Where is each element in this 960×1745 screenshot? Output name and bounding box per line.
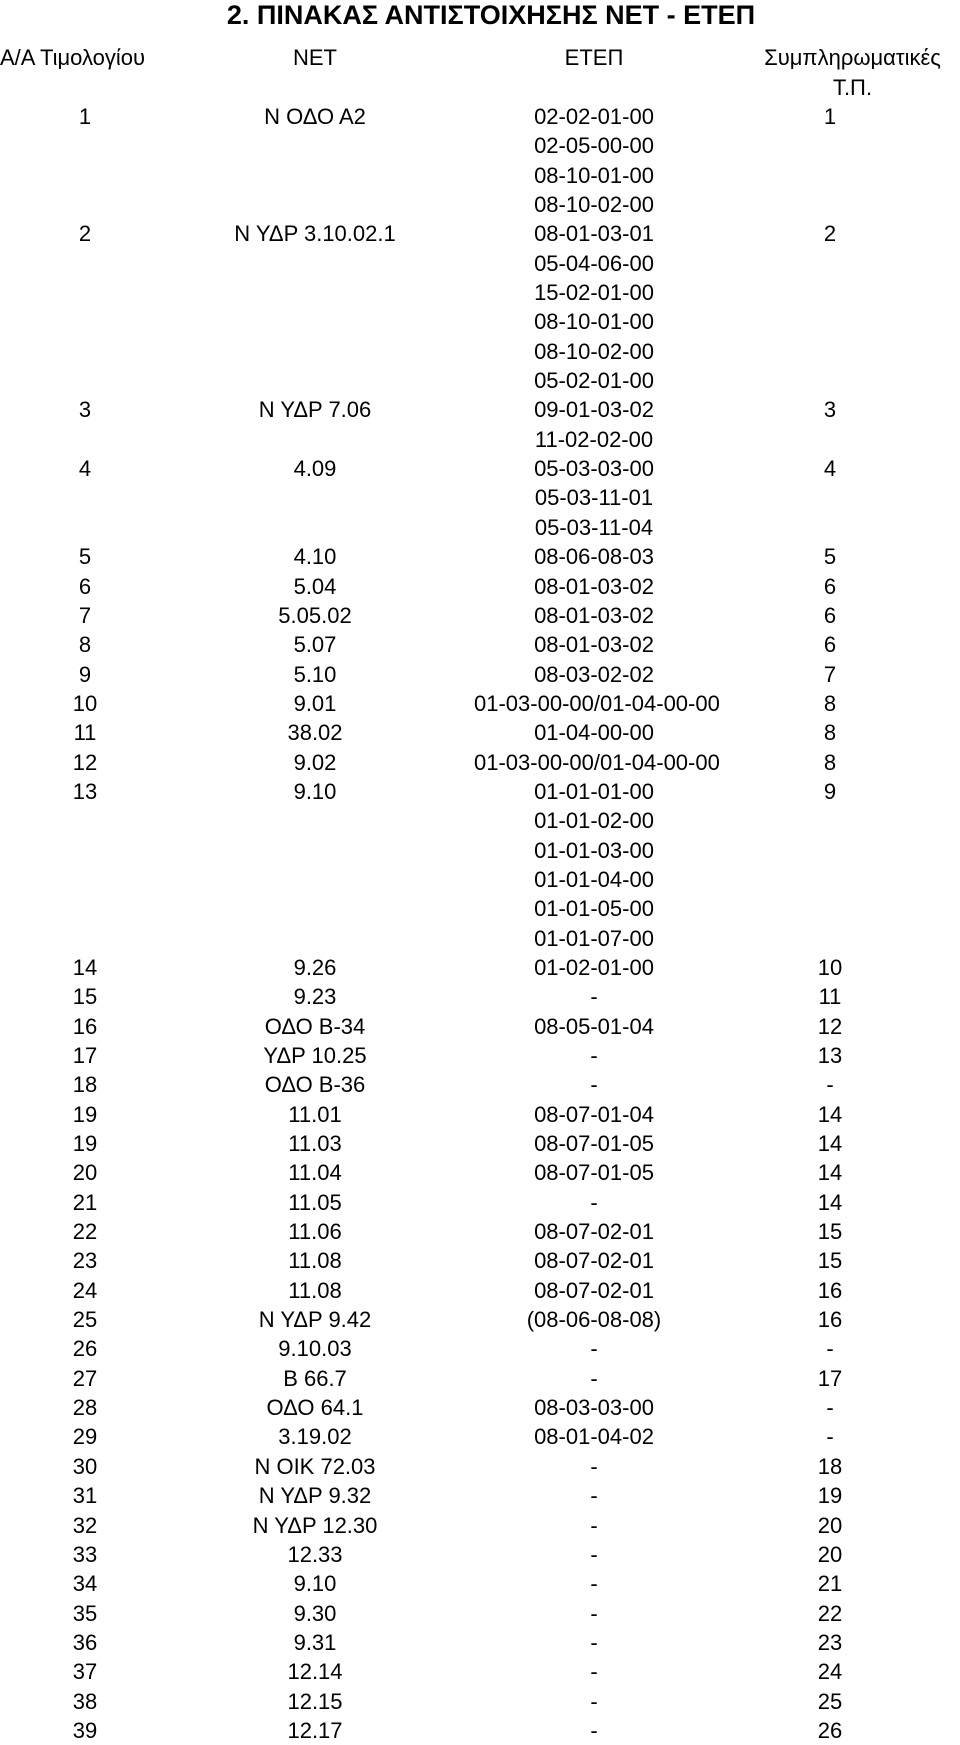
cell-aa: 24 <box>72 1277 98 1303</box>
cell-etep: 08-07-01-05 <box>534 1160 654 1186</box>
cell-etep: 15-02-01-00 <box>534 280 654 306</box>
column-header-supplementary-line1: Συμπληρωματικές <box>764 45 941 70</box>
cell-net: 38.02 <box>287 720 343 746</box>
cell-supplementary: 11 <box>818 984 842 1010</box>
cell-supplementary: 24 <box>817 1659 843 1685</box>
cell-net: ΥΔΡ 10.25 <box>263 1043 367 1068</box>
table-row <box>0 836 960 865</box>
table-row <box>0 1599 960 1628</box>
cell-etep: 05-02-01-00 <box>534 368 654 394</box>
cell-aa: 25 <box>72 1307 98 1333</box>
cell-net: Ν ΥΔΡ 7.06 <box>258 397 372 423</box>
cell-supplementary: 26 <box>817 1717 843 1743</box>
cell-aa: 11 <box>73 720 97 746</box>
cell-net: 11.08 <box>288 1277 342 1303</box>
table-row <box>0 1628 960 1657</box>
cell-etep: - <box>590 1043 598 1068</box>
cell-net: 9.31 <box>293 1629 337 1655</box>
cell-net: 3.19.02 <box>278 1424 352 1450</box>
cell-etep: - <box>590 1717 598 1743</box>
cell-net: 12.15 <box>287 1688 343 1714</box>
cell-etep: - <box>590 1483 598 1509</box>
table-row <box>0 542 960 571</box>
table-row <box>0 1393 960 1422</box>
table-row <box>0 278 960 307</box>
cell-supplementary: 14 <box>817 1131 843 1157</box>
cell-supplementary: 15 <box>817 1248 843 1274</box>
cell-aa: 5 <box>78 544 92 570</box>
table-row <box>0 924 960 953</box>
cell-aa: 4 <box>78 456 92 482</box>
table-row <box>0 425 960 454</box>
cell-etep: - <box>590 1629 598 1655</box>
table-row <box>0 1012 960 1041</box>
cell-supplementary: 18 <box>817 1453 843 1479</box>
table-row <box>0 865 960 894</box>
cell-etep: - <box>590 1072 598 1098</box>
table-row <box>0 1188 960 1217</box>
cell-aa: 30 <box>72 1453 98 1479</box>
table-row <box>0 513 960 542</box>
cell-etep: 01-04-00-00 <box>534 720 654 746</box>
page-title: 2. ΠΙΝΑΚΑΣ ΑΝΤΙΣΤΟΙΧΗΣΗΣ ΝΕΤ - ΕΤΕΠ <box>226 0 756 30</box>
cell-aa: 10 <box>72 690 98 716</box>
cell-aa: 22 <box>72 1219 98 1245</box>
cell-aa: 3 <box>78 397 92 423</box>
table-row <box>0 718 960 747</box>
cell-etep: - <box>590 1453 598 1479</box>
cell-etep: 08-07-02-01 <box>534 1277 654 1303</box>
cell-supplementary: 20 <box>817 1512 843 1538</box>
table-row <box>0 689 960 718</box>
table-row <box>0 1569 960 1598</box>
cell-supplementary: 16 <box>817 1307 843 1333</box>
cell-supplementary: - <box>826 1336 834 1362</box>
cell-etep: - <box>590 1688 598 1714</box>
table-row <box>0 748 960 777</box>
cell-supplementary: 10 <box>817 954 843 980</box>
cell-etep: 01-01-07-00 <box>534 925 654 951</box>
cell-aa: 28 <box>72 1395 98 1421</box>
cell-etep: 01-01-04-00 <box>534 866 654 892</box>
cell-etep: 01-01-03-00 <box>534 837 654 863</box>
column-header-supplementary-line2: Τ.Π. <box>832 75 873 100</box>
cell-aa: 34 <box>72 1571 98 1597</box>
cell-aa: 37 <box>72 1659 98 1685</box>
cell-supplementary: 21 <box>817 1571 843 1597</box>
table-row <box>0 219 960 248</box>
cell-aa: 36 <box>72 1629 98 1655</box>
cell-etep: 08-07-02-01 <box>534 1248 654 1274</box>
cell-aa: 39 <box>72 1717 98 1743</box>
cell-etep: 08-05-01-04 <box>534 1013 654 1039</box>
cell-etep: 09-01-03-02 <box>534 397 654 423</box>
cell-aa: 17 <box>72 1043 98 1068</box>
cell-supplementary: 6 <box>823 573 837 599</box>
cell-net: Ν ΥΔΡ 12.30 <box>252 1512 378 1538</box>
cell-net: 9.23 <box>293 984 337 1010</box>
cell-supplementary: 6 <box>823 602 837 628</box>
cell-aa: 33 <box>72 1541 98 1567</box>
table-row <box>0 1217 960 1246</box>
cell-net: 11.03 <box>288 1131 342 1157</box>
cell-etep: 08-07-01-05 <box>534 1131 654 1157</box>
cell-net: Ν ΟΔΟ Α2 <box>264 104 366 129</box>
cell-net: 9.26 <box>293 954 337 980</box>
cell-supplementary: 16 <box>817 1277 843 1303</box>
table-row <box>0 1657 960 1686</box>
cell-etep: 08-10-01-00 <box>534 162 654 188</box>
cell-aa: 19 <box>72 1101 98 1127</box>
cell-aa: 19 <box>72 1131 98 1157</box>
cell-aa: 12 <box>72 749 98 775</box>
table-row <box>0 601 960 630</box>
table-row <box>0 249 960 278</box>
cell-supplementary: 20 <box>817 1541 843 1567</box>
table-row <box>0 572 960 601</box>
table-row <box>0 1334 960 1363</box>
table-row <box>0 454 960 483</box>
cell-supplementary: 4 <box>823 456 837 482</box>
cell-net: 11.04 <box>288 1160 342 1186</box>
table-row <box>0 190 960 219</box>
cell-aa: 27 <box>72 1365 98 1391</box>
table-body <box>0 102 960 1745</box>
cell-etep: 08-01-03-02 <box>534 573 654 599</box>
table-row <box>0 1716 960 1745</box>
table-row <box>0 1687 960 1716</box>
column-header-etep: ΕΤΕΠ <box>564 45 624 70</box>
cell-aa: 16 <box>72 1013 98 1039</box>
cell-etep: 01-01-01-00 <box>534 778 654 804</box>
table-row <box>0 102 960 131</box>
cell-net: 4.10 <box>293 544 337 570</box>
cell-net: 9.30 <box>293 1600 337 1626</box>
cell-etep: - <box>590 1189 598 1215</box>
cell-etep: - <box>590 984 598 1010</box>
cell-aa: 13 <box>72 778 98 804</box>
cell-net: 12.17 <box>287 1717 343 1743</box>
cell-etep: 11-02-02-00 <box>534 426 654 452</box>
cell-net: 11.06 <box>288 1219 342 1245</box>
cell-aa: 7 <box>78 602 92 628</box>
cell-net: 9.02 <box>293 749 337 775</box>
cell-etep: 08-10-02-00 <box>534 192 654 218</box>
cell-etep: 08-01-03-02 <box>534 602 654 628</box>
cell-net: 12.14 <box>287 1659 343 1685</box>
cell-etep: 08-01-03-01 <box>534 221 654 247</box>
cell-net: Β 66.7 <box>283 1365 347 1391</box>
cell-net: ΟΔΟ Β-34 <box>264 1013 366 1039</box>
cell-supplementary: 14 <box>817 1189 843 1215</box>
cell-net: 5.07 <box>293 632 337 658</box>
table-row <box>0 953 960 982</box>
cell-net: Ν ΥΔΡ 3.10.02.1 <box>234 221 396 247</box>
cell-etep: 05-03-03-00 <box>534 456 654 482</box>
cell-net: 12.33 <box>287 1541 343 1567</box>
column-header-net: ΝΕΤ <box>293 45 337 70</box>
cell-aa: 32 <box>72 1512 98 1538</box>
cell-supplementary: - <box>826 1072 834 1098</box>
table-row <box>0 660 960 689</box>
cell-net: 9.10.03 <box>278 1336 352 1362</box>
cell-aa: 26 <box>72 1336 98 1362</box>
column-header-supplementary <box>745 43 960 103</box>
cell-aa: 29 <box>72 1424 98 1450</box>
cell-etep: 02-05-00-00 <box>534 133 654 159</box>
table-row <box>0 1129 960 1158</box>
cell-supplementary: 8 <box>823 749 837 775</box>
cell-etep: 08-01-04-02 <box>534 1424 654 1450</box>
table-row <box>0 337 960 366</box>
cell-etep: 08-10-02-00 <box>534 338 654 364</box>
cell-net: 4.09 <box>293 456 337 482</box>
table-row <box>0 395 960 424</box>
table-row <box>0 1511 960 1540</box>
cell-net: 9.10 <box>293 778 337 804</box>
cell-etep: 08-07-01-04 <box>534 1101 654 1127</box>
table-row <box>0 483 960 512</box>
cell-etep: 01-01-02-00 <box>534 808 654 834</box>
cell-net: 11.08 <box>288 1248 342 1274</box>
table-row <box>0 1452 960 1481</box>
column-header-aa: Α/Α Τιμολογίου <box>0 45 146 70</box>
table-row <box>0 894 960 923</box>
table-row <box>0 806 960 835</box>
cell-supplementary: 15 <box>817 1219 843 1245</box>
cell-aa: 38 <box>72 1688 98 1714</box>
cell-supplementary: 13 <box>817 1043 843 1068</box>
cell-aa: 21 <box>72 1189 98 1215</box>
cell-etep: 01-03-00-00/01-04-00-00 <box>474 690 720 716</box>
cell-aa: 23 <box>72 1248 98 1274</box>
cell-aa: 15 <box>72 984 98 1010</box>
table-row <box>0 1276 960 1305</box>
cell-net: 11.05 <box>288 1189 342 1215</box>
cell-aa: 8 <box>78 632 92 658</box>
cell-net: ΟΔΟ 64.1 <box>266 1395 364 1421</box>
cell-etep: 01-02-01-00 <box>534 954 654 980</box>
table-row <box>0 630 960 659</box>
table-row <box>0 1422 960 1451</box>
cell-net: Ν ΟΙΚ 72.03 <box>254 1453 376 1479</box>
table-row <box>0 777 960 806</box>
cell-etep: 08-01-03-02 <box>534 632 654 658</box>
table-row <box>0 1041 960 1070</box>
cell-supplementary: 2 <box>823 221 837 247</box>
cell-aa: 1 <box>78 104 92 129</box>
table-row <box>0 1246 960 1275</box>
cell-supplementary: 17 <box>817 1365 843 1391</box>
cell-net: 5.04 <box>293 573 337 599</box>
cell-etep: - <box>590 1541 598 1567</box>
table-row <box>0 1158 960 1187</box>
cell-etep: 08-07-02-01 <box>534 1219 654 1245</box>
table-row <box>0 1100 960 1129</box>
table-row <box>0 1364 960 1393</box>
cell-supplementary: 19 <box>817 1483 843 1509</box>
table-row <box>0 1305 960 1334</box>
cell-supplementary: 1 <box>823 104 837 129</box>
cell-net: 5.10 <box>293 661 337 687</box>
cell-aa: 35 <box>72 1600 98 1626</box>
cell-aa: 2 <box>78 221 92 247</box>
cell-aa: 6 <box>78 573 92 599</box>
cell-supplementary: 22 <box>817 1600 843 1626</box>
cell-supplementary: 6 <box>823 632 837 658</box>
table-row <box>0 982 960 1011</box>
cell-etep: - <box>590 1336 598 1362</box>
cell-aa: 18 <box>72 1072 98 1098</box>
cell-etep: 08-06-08-03 <box>534 544 654 570</box>
cell-supplementary: 8 <box>823 720 837 746</box>
table-row <box>0 1540 960 1569</box>
cell-supplementary: 14 <box>817 1160 843 1186</box>
table-row <box>0 161 960 190</box>
cell-aa: 14 <box>72 954 98 980</box>
cell-etep: 08-10-01-00 <box>534 309 654 335</box>
table-row <box>0 307 960 336</box>
cell-supplementary: 14 <box>817 1101 843 1127</box>
cell-net: 11.01 <box>288 1101 342 1127</box>
cell-net: 9.01 <box>293 690 337 716</box>
cell-aa: 31 <box>72 1483 98 1509</box>
cell-etep: - <box>590 1571 598 1597</box>
cell-etep: 08-03-03-00 <box>534 1395 654 1421</box>
cell-etep: - <box>590 1512 598 1538</box>
table-row <box>0 366 960 395</box>
cell-net: 5.05.02 <box>278 602 352 628</box>
cell-supplementary: 8 <box>823 690 837 716</box>
cell-aa: 20 <box>72 1160 98 1186</box>
cell-aa: 9 <box>78 661 92 687</box>
cell-etep: - <box>590 1600 598 1626</box>
cell-supplementary: 12 <box>817 1013 843 1039</box>
cell-net: Ν ΥΔΡ 9.42 <box>258 1307 372 1333</box>
cell-etep: 02-02-01-00 <box>534 104 654 129</box>
table-row <box>0 1070 960 1099</box>
table-header <box>0 43 960 107</box>
cell-supplementary: 3 <box>823 397 837 423</box>
cell-supplementary: 7 <box>823 661 837 687</box>
cell-etep: - <box>590 1659 598 1685</box>
cell-etep: 05-04-06-00 <box>534 250 654 276</box>
cell-etep: 05-03-11-04 <box>534 514 654 540</box>
cell-net: Ν ΥΔΡ 9.32 <box>258 1483 372 1509</box>
cell-supplementary: 9 <box>823 778 837 804</box>
cell-net: 9.10 <box>293 1571 337 1597</box>
table-row <box>0 1481 960 1510</box>
cell-etep: 05-03-11-01 <box>534 485 654 511</box>
cell-supplementary: - <box>826 1424 834 1450</box>
cell-supplementary: 25 <box>817 1688 843 1714</box>
cell-supplementary: 23 <box>817 1629 843 1655</box>
cell-etep: 08-03-02-02 <box>534 661 654 687</box>
cell-etep: - <box>590 1365 598 1391</box>
cell-etep: (08-06-08-08) <box>526 1307 662 1333</box>
table-row <box>0 131 960 160</box>
cell-etep: 01-01-05-00 <box>534 896 654 922</box>
cell-supplementary: - <box>826 1395 834 1421</box>
cell-net: ΟΔΟ Β-36 <box>264 1072 366 1098</box>
cell-etep: 01-03-00-00/01-04-00-00 <box>474 749 720 775</box>
cell-supplementary: 5 <box>823 544 837 570</box>
